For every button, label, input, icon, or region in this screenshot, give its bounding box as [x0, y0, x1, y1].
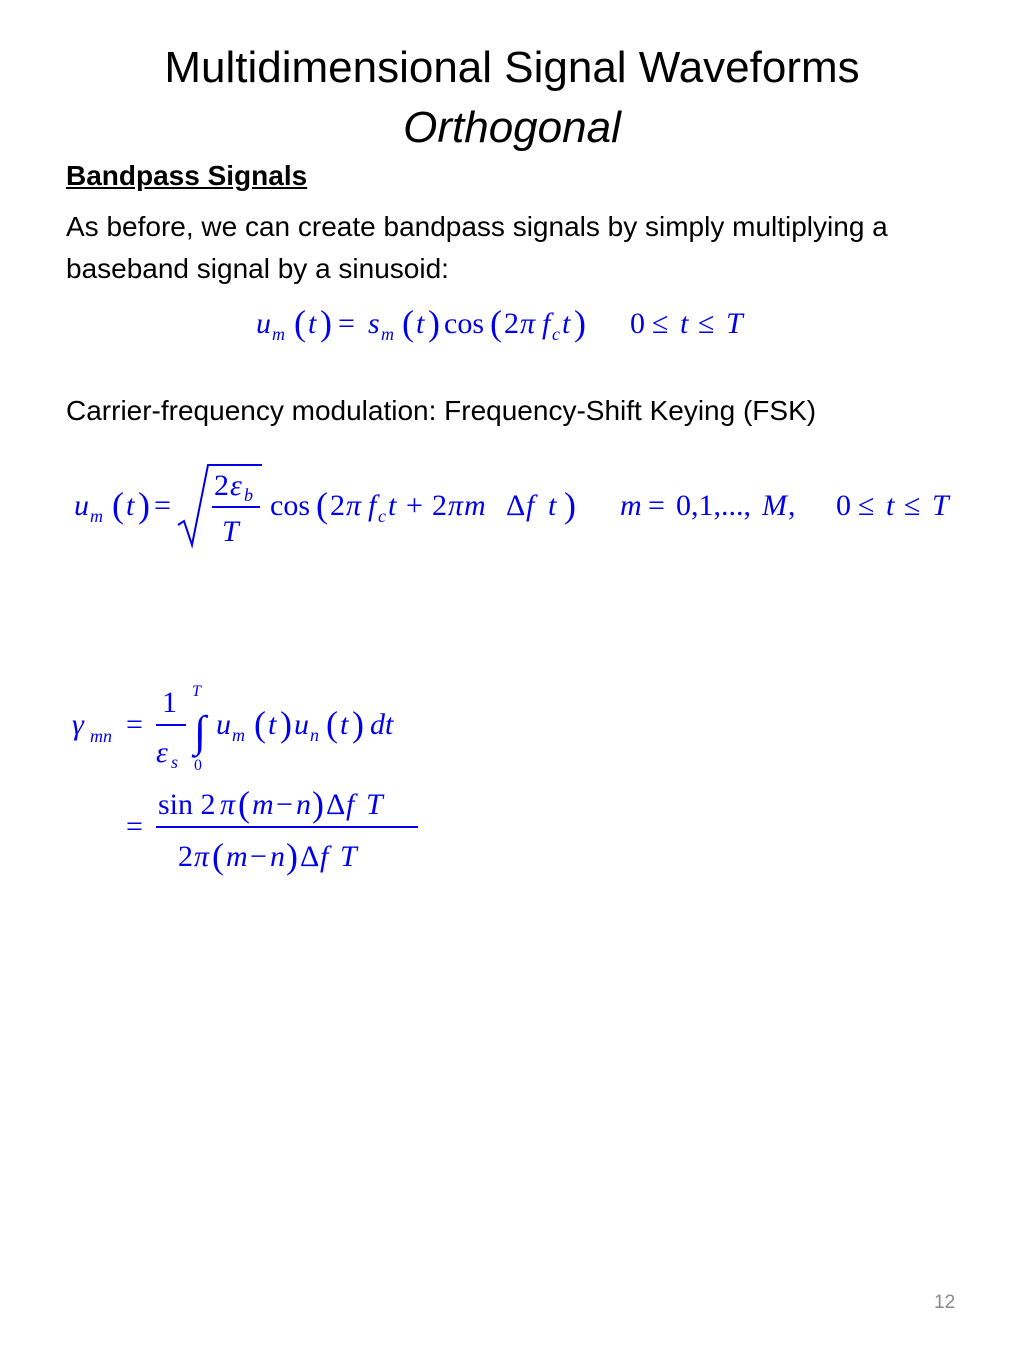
svg-text:=: = [338, 307, 355, 340]
svg-text:≤: ≤ [698, 307, 715, 340]
svg-text:t: t [886, 489, 895, 522]
svg-text:f: f [368, 489, 377, 522]
svg-text:≤: ≤ [858, 489, 875, 522]
svg-text:cos: cos [444, 307, 484, 340]
svg-text:(: ( [326, 704, 338, 744]
svg-text:): ) [352, 704, 364, 744]
svg-text:2: 2 [214, 469, 229, 502]
svg-text:=: = [126, 810, 143, 843]
svg-text:c: c [378, 506, 386, 526]
svg-text:T: T [222, 515, 239, 548]
svg-text:n: n [270, 840, 285, 873]
svg-text:u: u [256, 307, 271, 340]
svg-text:−: − [276, 788, 293, 821]
svg-text:T: T [932, 489, 949, 522]
svg-text:2: 2 [432, 489, 447, 522]
svg-text:T: T [340, 840, 357, 873]
svg-text:(: ( [254, 704, 266, 744]
svg-text:mn: mn [90, 726, 112, 746]
svg-text:T: T [366, 788, 383, 821]
svg-text:s: s [171, 752, 179, 772]
svg-text:∫: ∫ [194, 707, 207, 756]
svg-text:m: m [272, 324, 285, 344]
svg-text:t: t [268, 708, 277, 741]
fsk-equation [70, 455, 970, 555]
svg-text:,: , [788, 489, 796, 522]
svg-text:): ) [564, 485, 576, 525]
svg-text:b: b [244, 485, 253, 505]
svg-text:): ) [574, 303, 586, 343]
svg-text:0: 0 [630, 307, 645, 340]
svg-text:T: T [726, 307, 743, 340]
svg-text:m: m [620, 489, 642, 522]
svg-text:m: m [252, 788, 274, 821]
svg-text:): ) [312, 784, 324, 824]
svg-text:ε: ε [156, 736, 168, 769]
svg-text:=: = [126, 708, 143, 741]
svg-text:f: f [526, 489, 535, 522]
svg-text:n: n [310, 725, 319, 745]
svg-text:u: u [74, 489, 89, 522]
intro-paragraph: As before, we can create bandpass signals by simply multiplying a baseband signal by a sinusoid: [66, 211, 888, 284]
svg-text:2: 2 [504, 307, 519, 340]
svg-text:π: π [520, 307, 536, 340]
svg-text:0,1,...,: 0,1,..., [676, 489, 751, 522]
svg-text:+: + [406, 489, 423, 522]
svg-text:): ) [138, 485, 150, 525]
svg-text:u: u [216, 708, 231, 741]
svg-text:=: = [154, 489, 171, 522]
svg-text:cos: cos [270, 489, 310, 522]
svg-text:0: 0 [194, 757, 202, 774]
svg-text:π: π [220, 788, 236, 821]
slide-subtitle: Orthogonal [403, 103, 621, 152]
svg-text:c: c [552, 324, 560, 344]
svg-text:t: t [308, 307, 317, 340]
svg-text:π: π [194, 840, 210, 873]
svg-text:f: f [320, 840, 329, 873]
svg-text:(: ( [212, 836, 224, 876]
svg-text:t: t [126, 489, 135, 522]
bandpass-equation [250, 300, 770, 350]
svg-text:m: m [381, 324, 394, 344]
svg-text:π: π [448, 489, 464, 522]
svg-text:): ) [320, 303, 332, 343]
svg-text:n: n [296, 788, 311, 821]
svg-text:≤: ≤ [652, 307, 669, 340]
svg-text:f: f [542, 307, 551, 340]
svg-text:s: s [368, 307, 380, 340]
svg-text:(: ( [490, 303, 502, 343]
svg-text:Δ: Δ [326, 788, 346, 821]
svg-text:(: ( [112, 485, 124, 525]
svg-text:t: t [388, 489, 397, 522]
svg-text:2: 2 [330, 489, 345, 522]
svg-text:Δ: Δ [506, 489, 526, 522]
svg-text:t: t [562, 307, 571, 340]
svg-text:−: − [250, 840, 267, 873]
svg-text:): ) [280, 704, 292, 744]
svg-text:ε: ε [230, 469, 242, 502]
svg-text:γ: γ [72, 708, 84, 741]
svg-text:1: 1 [162, 686, 177, 719]
svg-text:): ) [286, 836, 298, 876]
svg-text:π: π [346, 489, 362, 522]
svg-text:=: = [648, 489, 665, 522]
svg-text:2: 2 [178, 840, 193, 873]
svg-text:): ) [428, 303, 440, 343]
svg-text:(: ( [294, 303, 306, 343]
correlation-equation [70, 670, 470, 890]
svg-text:≤: ≤ [904, 489, 921, 522]
section-heading: Bandpass Signals [66, 160, 308, 191]
svg-text:f: f [346, 788, 355, 821]
svg-text:(: ( [238, 784, 250, 824]
svg-text:t: t [548, 489, 557, 522]
svg-text:m: m [232, 725, 245, 745]
svg-text:Δ: Δ [300, 840, 320, 873]
svg-text:m: m [90, 506, 103, 526]
svg-text:(: ( [316, 485, 328, 525]
svg-text:dt: dt [370, 708, 394, 741]
svg-text:0: 0 [836, 489, 851, 522]
svg-text:(: ( [402, 303, 414, 343]
svg-text:M: M [762, 489, 787, 522]
svg-text:t: t [680, 307, 689, 340]
svg-text:sin 2: sin 2 [158, 788, 216, 821]
svg-text:t: t [416, 307, 425, 340]
svg-text:m: m [464, 489, 486, 522]
svg-text:t: t [340, 708, 349, 741]
fsk-description: Carrier-frequency modulation: Frequency-Shift Keying (FSK) [66, 395, 817, 426]
svg-text:u: u [294, 708, 309, 741]
svg-text:T: T [192, 683, 201, 700]
svg-text:m: m [226, 840, 248, 873]
slide-title: Multidimensional Signal Waveforms [164, 43, 860, 92]
slide-number: 12 [934, 1292, 956, 1313]
